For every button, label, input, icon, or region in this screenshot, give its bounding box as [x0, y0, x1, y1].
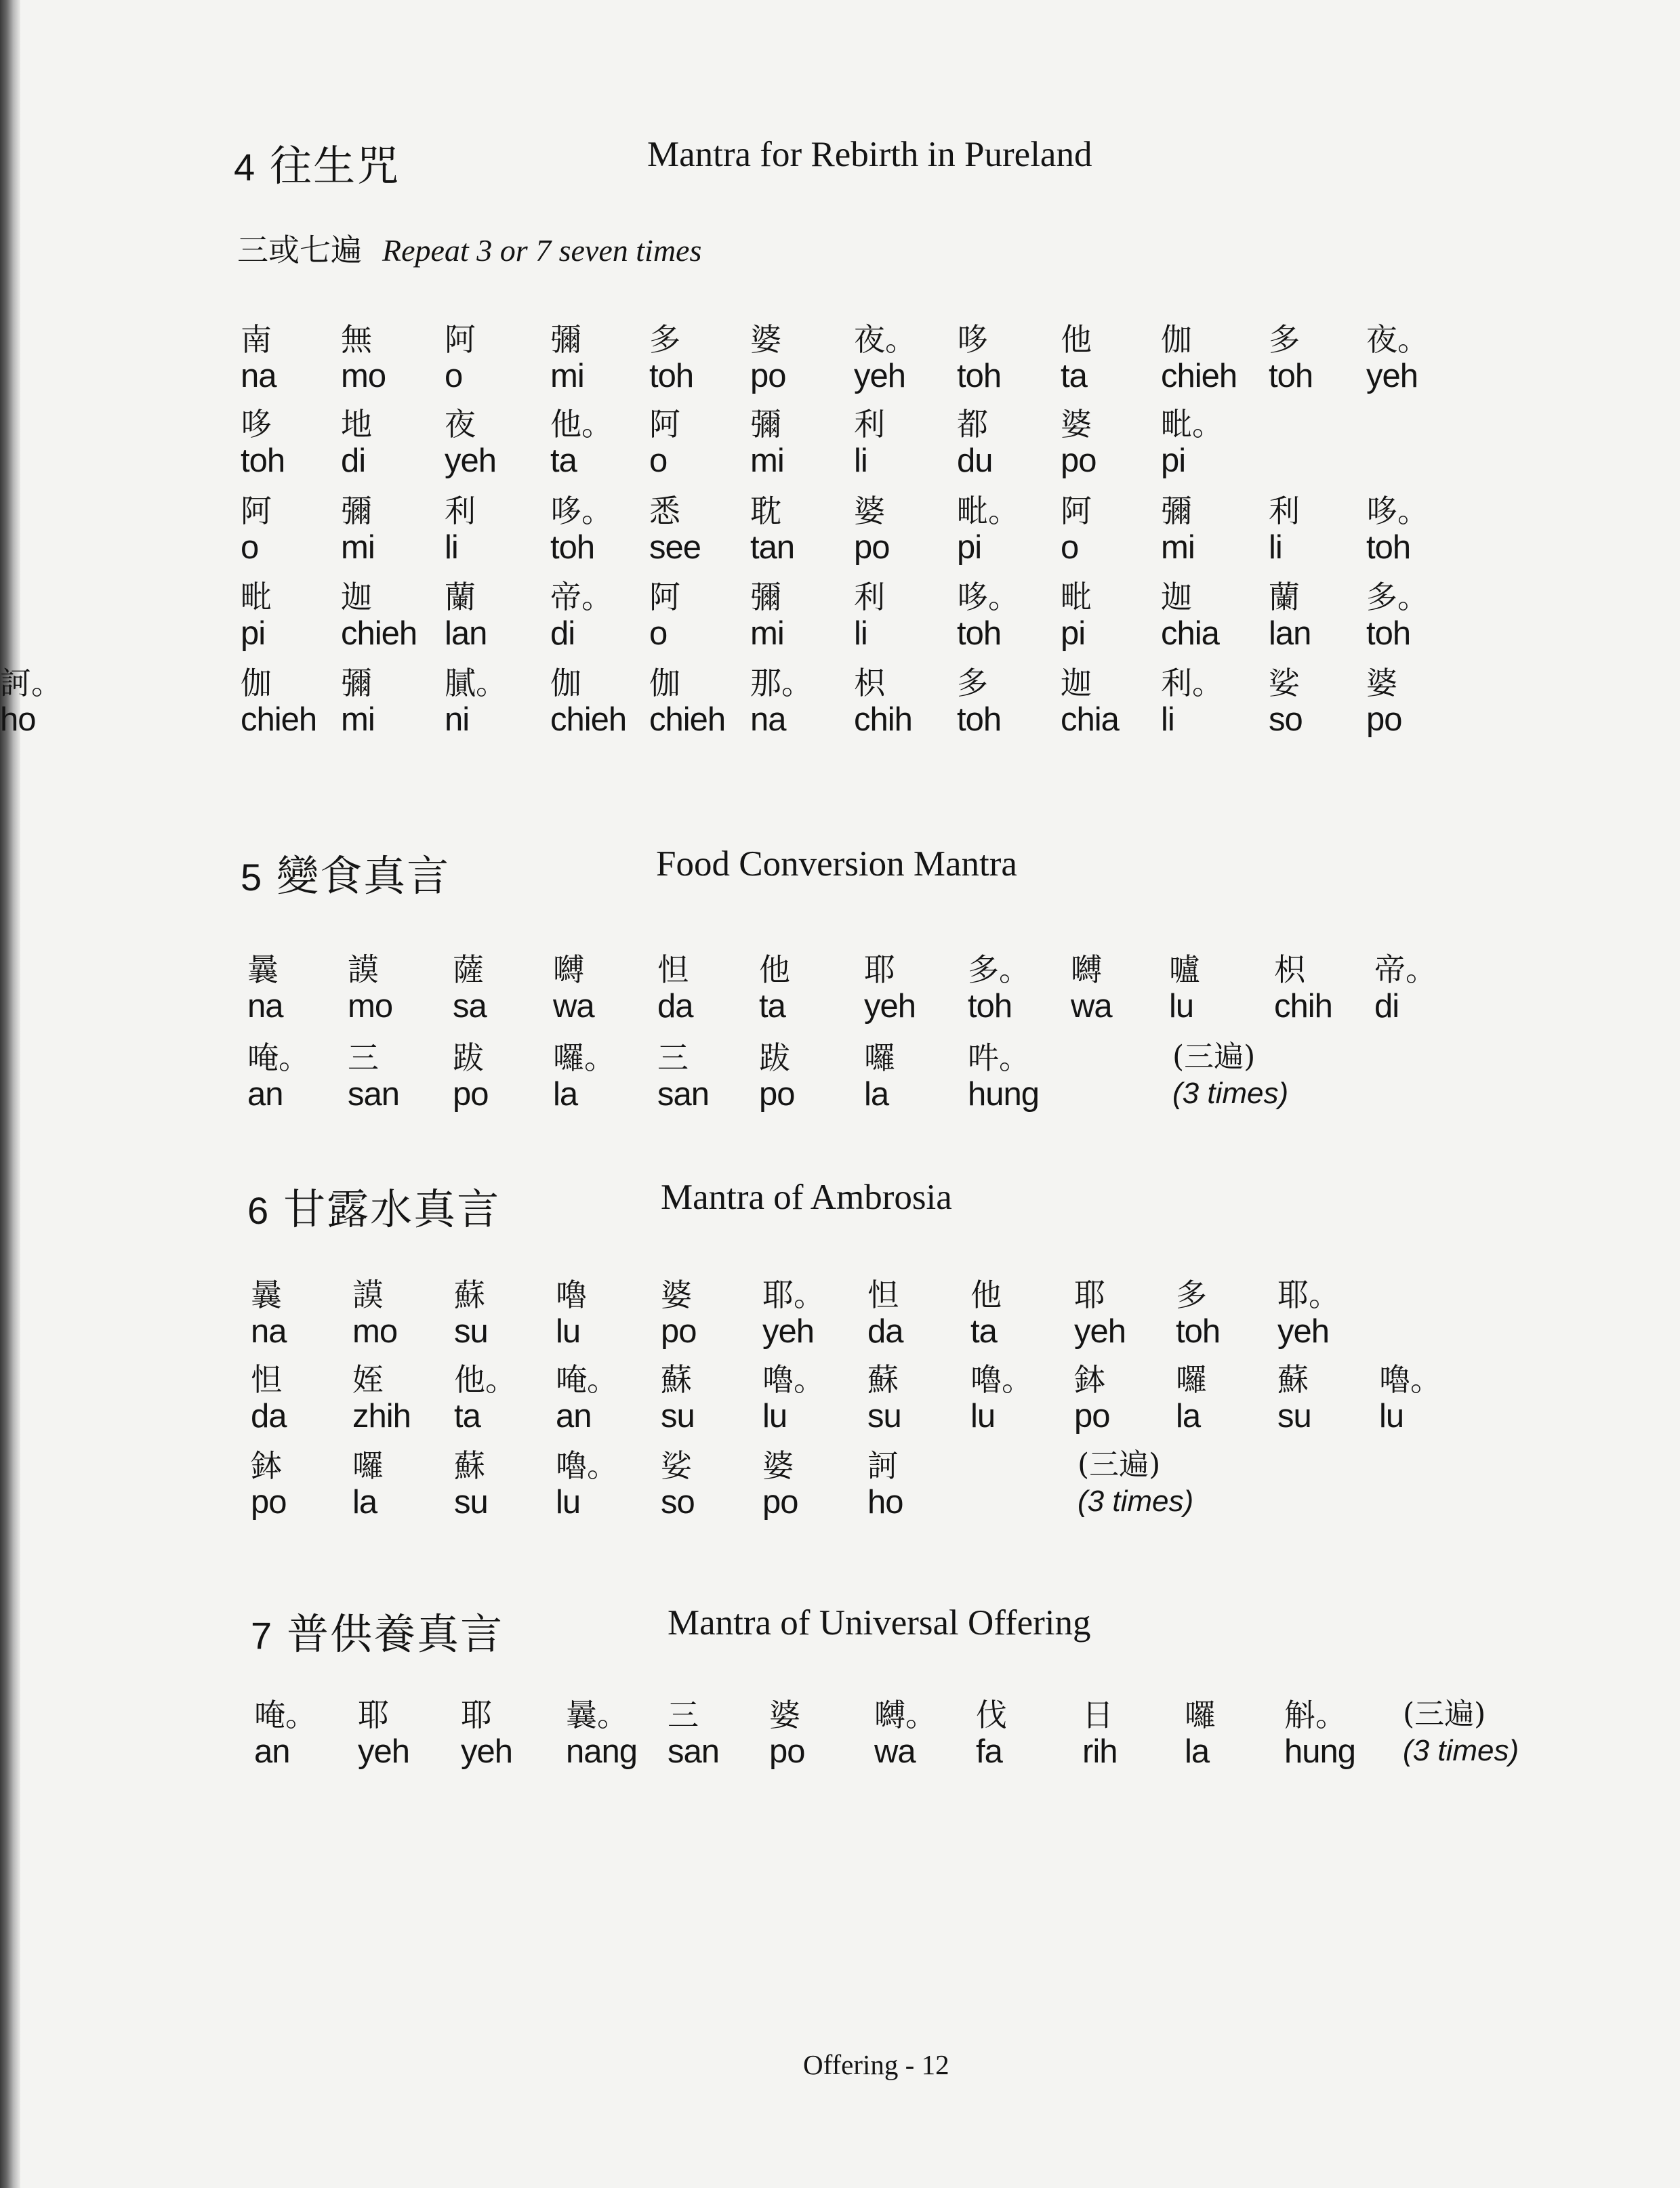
- repeat-en: Repeat 3 or 7 seven times: [382, 233, 702, 268]
- chinese-character: 三: [668, 1697, 699, 1733]
- pinyin-syllable: pi: [1161, 442, 1186, 479]
- chinese-character: 三: [657, 1039, 689, 1076]
- chinese-character: 多: [649, 321, 680, 358]
- pinyin-syllable: li: [1161, 701, 1174, 738]
- repeat-instruction: [237, 226, 701, 270]
- chinese-character: 薩: [453, 951, 484, 988]
- pinyin-syllable: la: [1185, 1733, 1210, 1770]
- chinese-character: 嚕。: [556, 1447, 618, 1484]
- chinese-character: 多: [957, 665, 988, 701]
- pinyin-syllable: o: [649, 442, 668, 479]
- pinyin-syllable: mi: [341, 701, 375, 738]
- pinyin-syllable: sa: [453, 988, 487, 1025]
- pinyin-syllable: lu: [1169, 988, 1194, 1025]
- chinese-character: 婆: [661, 1277, 692, 1313]
- pinyin-syllable: an: [556, 1398, 592, 1434]
- chinese-character: 訶。: [0, 665, 62, 701]
- chinese-character: 曩。: [566, 1697, 628, 1733]
- pinyin-syllable: di: [550, 615, 575, 652]
- chinese-character: 伽: [241, 665, 272, 701]
- pinyin-syllable: po: [661, 1313, 697, 1350]
- chinese-character: 婆: [762, 1447, 794, 1484]
- chinese-character: 利: [854, 406, 885, 442]
- pinyin-syllable: ta: [759, 988, 785, 1025]
- pinyin-syllable: di: [1374, 988, 1399, 1025]
- pinyin-syllable: wa: [1071, 988, 1112, 1025]
- pinyin-syllable: san: [657, 1076, 710, 1113]
- chinese-character: 彌: [550, 321, 581, 358]
- pinyin-syllable: da: [867, 1313, 903, 1350]
- section-number: 6: [247, 1189, 269, 1232]
- pinyin-syllable: toh: [957, 701, 1002, 738]
- section-title-cn: 往生咒: [270, 141, 401, 190]
- pinyin-syllable: po: [750, 358, 786, 394]
- chinese-character: 他。: [454, 1361, 516, 1398]
- section-title-en: Mantra of Ambrosia: [661, 1178, 952, 1217]
- chinese-character: 嚩: [553, 951, 584, 988]
- chinese-character: 南: [241, 321, 272, 358]
- chinese-character: 跋: [453, 1039, 484, 1076]
- pinyin-syllable: lu: [970, 1398, 996, 1434]
- pinyin-syllable: yeh: [1366, 358, 1418, 394]
- chinese-character: 悉: [649, 493, 680, 529]
- chinese-character: 耶: [864, 951, 895, 988]
- pinyin-syllable: see: [649, 529, 701, 566]
- chinese-character: 利: [1269, 493, 1300, 529]
- chinese-character: 彌: [1161, 493, 1192, 529]
- pinyin-syllable: pi: [241, 615, 266, 652]
- chinese-character: 蘇: [661, 1361, 692, 1398]
- pinyin-syllable: yeh: [854, 358, 906, 394]
- chinese-character: 怛: [251, 1361, 282, 1398]
- pinyin-syllable: pi: [1061, 615, 1086, 652]
- chinese-character: 蘭: [1269, 579, 1300, 615]
- chinese-character: 伽: [649, 665, 680, 701]
- pinyin-syllable: rih: [1082, 1733, 1118, 1770]
- pinyin-syllable: toh: [1176, 1313, 1221, 1350]
- pinyin-syllable: ho: [0, 701, 36, 738]
- chinese-character: 多。: [968, 951, 1030, 988]
- pinyin-syllable: chieh: [1161, 358, 1237, 394]
- chinese-character: 迦: [1161, 579, 1192, 615]
- chinese-character: 耶: [461, 1697, 492, 1733]
- pinyin-syllable: mo: [352, 1313, 398, 1350]
- pinyin-syllable: su: [661, 1398, 695, 1434]
- chinese-character: 阿: [649, 406, 680, 442]
- pinyin-syllable: lan: [1269, 615, 1311, 652]
- chinese-character: 哆。: [1366, 493, 1429, 529]
- chinese-character: 都: [957, 406, 988, 442]
- pinyin-syllable: chieh: [649, 701, 726, 738]
- chinese-character: 鉢: [251, 1447, 282, 1484]
- chinese-character: 訶: [867, 1447, 899, 1484]
- pinyin-syllable: lu: [556, 1313, 581, 1350]
- pinyin-syllable: su: [1277, 1398, 1311, 1434]
- pinyin-syllable: po: [1074, 1398, 1110, 1434]
- pinyin-syllable: po: [759, 1076, 795, 1113]
- chinese-character: 婆: [854, 493, 885, 529]
- pinyin-syllable: so: [661, 1484, 695, 1521]
- pinyin-syllable: mi: [341, 529, 375, 566]
- chinese-character: 他: [1061, 321, 1092, 358]
- chinese-character: 唵。: [556, 1361, 618, 1398]
- repeat-note-cn: (三遍): [1403, 1697, 1486, 1731]
- chinese-character: 夜。: [854, 321, 916, 358]
- pinyin-syllable: po: [1366, 701, 1402, 738]
- chinese-character: 毗: [1061, 579, 1092, 615]
- pinyin-syllable: toh: [550, 529, 595, 566]
- chinese-character: 阿: [445, 321, 476, 358]
- chinese-character: 膩。: [445, 665, 507, 701]
- chinese-character: 彌: [341, 665, 372, 701]
- pinyin-syllable: zhih: [352, 1398, 411, 1434]
- chinese-character: 嚧: [1169, 951, 1200, 988]
- pinyin-syllable: toh: [968, 988, 1012, 1025]
- chinese-character: 囉: [1176, 1361, 1207, 1398]
- pinyin-syllable: mi: [1161, 529, 1195, 566]
- pinyin-syllable: lan: [445, 615, 487, 652]
- chinese-character: 娑: [661, 1447, 692, 1484]
- repeat-note-cn: (三遍): [1172, 1039, 1256, 1074]
- chinese-character: 無: [341, 321, 372, 358]
- pinyin-syllable: o: [241, 529, 259, 566]
- chinese-character: 鉢: [1074, 1361, 1105, 1398]
- chinese-character: 耶: [358, 1697, 389, 1733]
- pinyin-syllable: fa: [976, 1733, 1002, 1770]
- chinese-character: 三: [348, 1039, 379, 1076]
- chinese-character: 阿: [649, 579, 680, 615]
- chinese-character: 曩: [251, 1277, 282, 1313]
- chinese-character: 嚕。: [1379, 1361, 1441, 1398]
- chinese-character: 帝。: [1374, 951, 1437, 988]
- pinyin-syllable: chia: [1061, 701, 1119, 738]
- chinese-character: 蘭: [445, 579, 476, 615]
- pinyin-syllable: wa: [874, 1733, 916, 1770]
- pinyin-syllable: o: [445, 358, 463, 394]
- chinese-character: 彌: [341, 493, 372, 529]
- pinyin-syllable: toh: [1269, 358, 1313, 394]
- chinese-character: 利: [854, 579, 885, 615]
- repeat-cn: 三或七遍: [237, 232, 362, 268]
- pinyin-syllable: mi: [750, 442, 784, 479]
- pinyin-syllable: hung: [1284, 1733, 1356, 1770]
- pinyin-syllable: ta: [550, 442, 577, 479]
- pinyin-syllable: tan: [750, 529, 795, 566]
- repeat-note-en: (3 times): [1078, 1485, 1194, 1518]
- pinyin-syllable: wa: [553, 988, 594, 1025]
- chinese-character: 毗。: [1161, 406, 1223, 442]
- chinese-character: 唵。: [254, 1697, 316, 1733]
- chinese-character: 伽: [1161, 321, 1192, 358]
- pinyin-syllable: an: [247, 1076, 283, 1113]
- pinyin-syllable: chieh: [550, 701, 627, 738]
- pinyin-syllable: chieh: [241, 701, 317, 738]
- repeat-note-cn: (三遍): [1078, 1447, 1161, 1482]
- pinyin-syllable: po: [251, 1484, 287, 1521]
- pinyin-syllable: po: [453, 1076, 489, 1113]
- pinyin-syllable: pi: [957, 529, 982, 566]
- pinyin-syllable: yeh: [1074, 1313, 1126, 1350]
- scan-binding-edge: [0, 0, 20, 2188]
- section-title-cn: 變食真言: [276, 851, 451, 901]
- section-title-en: Mantra for Rebirth in Pureland: [647, 135, 1092, 174]
- section-heading: [251, 1601, 504, 1661]
- pinyin-syllable: yeh: [461, 1733, 513, 1770]
- chinese-character: 囉: [864, 1039, 895, 1076]
- chinese-character: 謨: [352, 1277, 384, 1313]
- pinyin-syllable: di: [341, 442, 366, 479]
- chinese-character: 迦: [1061, 665, 1092, 701]
- chinese-character: 曩: [247, 951, 279, 988]
- chinese-character: 哆。: [550, 493, 613, 529]
- chinese-character: 婆: [750, 321, 781, 358]
- chinese-character: 唵。: [247, 1039, 310, 1076]
- chinese-character: 地: [341, 406, 372, 442]
- chinese-character: 毗。: [957, 493, 1019, 529]
- chinese-character: 哆: [241, 406, 272, 442]
- pinyin-syllable: mo: [341, 358, 386, 394]
- pinyin-syllable: toh: [649, 358, 694, 394]
- pinyin-syllable: lu: [556, 1484, 581, 1521]
- chinese-character: 蘇: [454, 1447, 485, 1484]
- chinese-character: 哆。: [957, 579, 1019, 615]
- chinese-character: 耶。: [1277, 1277, 1340, 1313]
- pinyin-syllable: toh: [241, 442, 285, 479]
- pinyin-syllable: toh: [1366, 529, 1411, 566]
- chinese-character: 斛。: [1284, 1697, 1347, 1733]
- pinyin-syllable: na: [251, 1313, 287, 1350]
- section-number: 5: [241, 856, 262, 899]
- section-heading: [247, 1176, 500, 1236]
- chinese-character: 毗: [241, 579, 272, 615]
- chinese-character: 吽。: [968, 1039, 1030, 1076]
- chinese-character: 哆: [957, 321, 988, 358]
- chinese-character: 嚕。: [970, 1361, 1033, 1398]
- chinese-character: 他。: [550, 406, 613, 442]
- chinese-character: 娑: [1269, 665, 1300, 701]
- chinese-character: 多: [1176, 1277, 1207, 1313]
- chinese-character: 怛: [657, 951, 689, 988]
- chinese-character: 姪: [352, 1361, 384, 1398]
- pinyin-syllable: yeh: [358, 1733, 410, 1770]
- chinese-character: 囉: [352, 1447, 384, 1484]
- repeat-note-en: (3 times): [1172, 1077, 1289, 1110]
- pinyin-syllable: mo: [348, 988, 393, 1025]
- pinyin-syllable: mi: [750, 615, 784, 652]
- pinyin-syllable: li: [854, 442, 867, 479]
- chinese-character: 阿: [241, 493, 272, 529]
- chinese-character: 耶。: [762, 1277, 825, 1313]
- chinese-character: 他: [759, 951, 790, 988]
- chinese-character: 多: [1269, 321, 1300, 358]
- pinyin-syllable: yeh: [445, 442, 497, 479]
- pinyin-syllable: la: [553, 1076, 578, 1113]
- pinyin-syllable: ni: [445, 701, 470, 738]
- pinyin-syllable: yeh: [1277, 1313, 1330, 1350]
- pinyin-syllable: lu: [762, 1398, 787, 1434]
- pinyin-syllable: yeh: [762, 1313, 815, 1350]
- pinyin-syllable: po: [854, 529, 890, 566]
- section-heading: [234, 132, 400, 192]
- pinyin-syllable: chia: [1161, 615, 1219, 652]
- pinyin-syllable: chih: [854, 701, 912, 738]
- chinese-character: 夜: [445, 406, 476, 442]
- chinese-character: 婆: [769, 1697, 800, 1733]
- chinese-character: 嚩: [1071, 951, 1102, 988]
- chinese-character: 他: [970, 1277, 1002, 1313]
- section-heading: [241, 842, 450, 903]
- section-title-en: Food Conversion Mantra: [656, 844, 1017, 884]
- chinese-character: 嚩。: [874, 1697, 937, 1733]
- chinese-character: 迦: [341, 579, 372, 615]
- section-title-cn: 甘露水真言: [283, 1184, 501, 1234]
- chinese-character: 枳: [854, 665, 885, 701]
- chinese-character: 耶: [1074, 1277, 1105, 1313]
- section-number: 4: [234, 146, 255, 188]
- pinyin-syllable: la: [352, 1484, 377, 1521]
- section-title-cn: 普供養真言: [287, 1609, 504, 1659]
- chinese-character: 囉。: [553, 1039, 615, 1076]
- pinyin-syllable: toh: [957, 358, 1002, 394]
- chinese-character: 婆: [1366, 665, 1397, 701]
- chinese-character: 帝。: [550, 579, 613, 615]
- pinyin-syllable: ta: [454, 1398, 480, 1434]
- pinyin-syllable: li: [1269, 529, 1282, 566]
- section-title-en: Mantra of Universal Offering: [668, 1603, 1091, 1643]
- chinese-character: 耽: [750, 493, 781, 529]
- pinyin-syllable: po: [762, 1484, 798, 1521]
- pinyin-syllable: toh: [957, 615, 1002, 652]
- pinyin-syllable: toh: [1366, 615, 1411, 652]
- pinyin-syllable: da: [657, 988, 693, 1025]
- chinese-character: 蘇: [867, 1361, 899, 1398]
- pinyin-syllable: la: [864, 1076, 889, 1113]
- pinyin-syllable: ta: [970, 1313, 997, 1350]
- pinyin-syllable: o: [1061, 529, 1079, 566]
- chinese-character: 囉: [1185, 1697, 1216, 1733]
- chinese-character: 婆: [1061, 406, 1092, 442]
- chinese-character: 日: [1082, 1697, 1113, 1733]
- pinyin-syllable: du: [957, 442, 993, 479]
- pinyin-syllable: chieh: [341, 615, 417, 652]
- pinyin-syllable: yeh: [864, 988, 916, 1025]
- repeat-note-en: (3 times): [1403, 1734, 1519, 1767]
- pinyin-syllable: li: [854, 615, 867, 652]
- chinese-character: 謨: [348, 951, 379, 988]
- section-number: 7: [251, 1614, 272, 1657]
- chinese-character: 利。: [1161, 665, 1223, 701]
- pinyin-syllable: so: [1269, 701, 1303, 738]
- chinese-character: 蘇: [454, 1277, 485, 1313]
- pinyin-syllable: na: [750, 701, 786, 738]
- pinyin-syllable: san: [668, 1733, 720, 1770]
- chinese-character: 阿: [1061, 493, 1092, 529]
- chinese-character: 彌: [750, 406, 781, 442]
- pinyin-syllable: ho: [867, 1484, 903, 1521]
- chinese-character: 那。: [750, 665, 813, 701]
- pinyin-syllable: lu: [1379, 1398, 1404, 1434]
- pinyin-syllable: san: [348, 1076, 400, 1113]
- pinyin-syllable: hung: [968, 1076, 1040, 1113]
- pinyin-syllable: nang: [566, 1733, 638, 1770]
- pinyin-syllable: po: [1061, 442, 1097, 479]
- chinese-character: 彌: [750, 579, 781, 615]
- chinese-character: 跋: [759, 1039, 790, 1076]
- pinyin-syllable: na: [247, 988, 283, 1025]
- chinese-character: 嚕。: [762, 1361, 825, 1398]
- pinyin-syllable: li: [445, 529, 458, 566]
- chinese-character: 嚕: [556, 1277, 587, 1313]
- pinyin-syllable: ta: [1061, 358, 1087, 394]
- pinyin-syllable: su: [454, 1313, 488, 1350]
- chinese-character: 枳: [1274, 951, 1305, 988]
- chinese-character: 利: [445, 493, 476, 529]
- pinyin-syllable: la: [1176, 1398, 1201, 1434]
- chinese-character: 伐: [976, 1697, 1007, 1733]
- chinese-character: 多。: [1366, 579, 1429, 615]
- chinese-character: 伽: [550, 665, 581, 701]
- chinese-character: 怛: [867, 1277, 899, 1313]
- pinyin-syllable: su: [867, 1398, 901, 1434]
- chinese-character: 蘇: [1277, 1361, 1309, 1398]
- chinese-character: 夜。: [1366, 321, 1429, 358]
- pinyin-syllable: o: [649, 615, 668, 652]
- pinyin-syllable: da: [251, 1398, 287, 1434]
- pinyin-syllable: chih: [1274, 988, 1332, 1025]
- pinyin-syllable: an: [254, 1733, 290, 1770]
- pinyin-syllable: na: [241, 358, 276, 394]
- pinyin-syllable: su: [454, 1484, 488, 1521]
- page-footer: Offering - 12: [803, 2049, 949, 2080]
- pinyin-syllable: po: [769, 1733, 805, 1770]
- pinyin-syllable: mi: [550, 358, 584, 394]
